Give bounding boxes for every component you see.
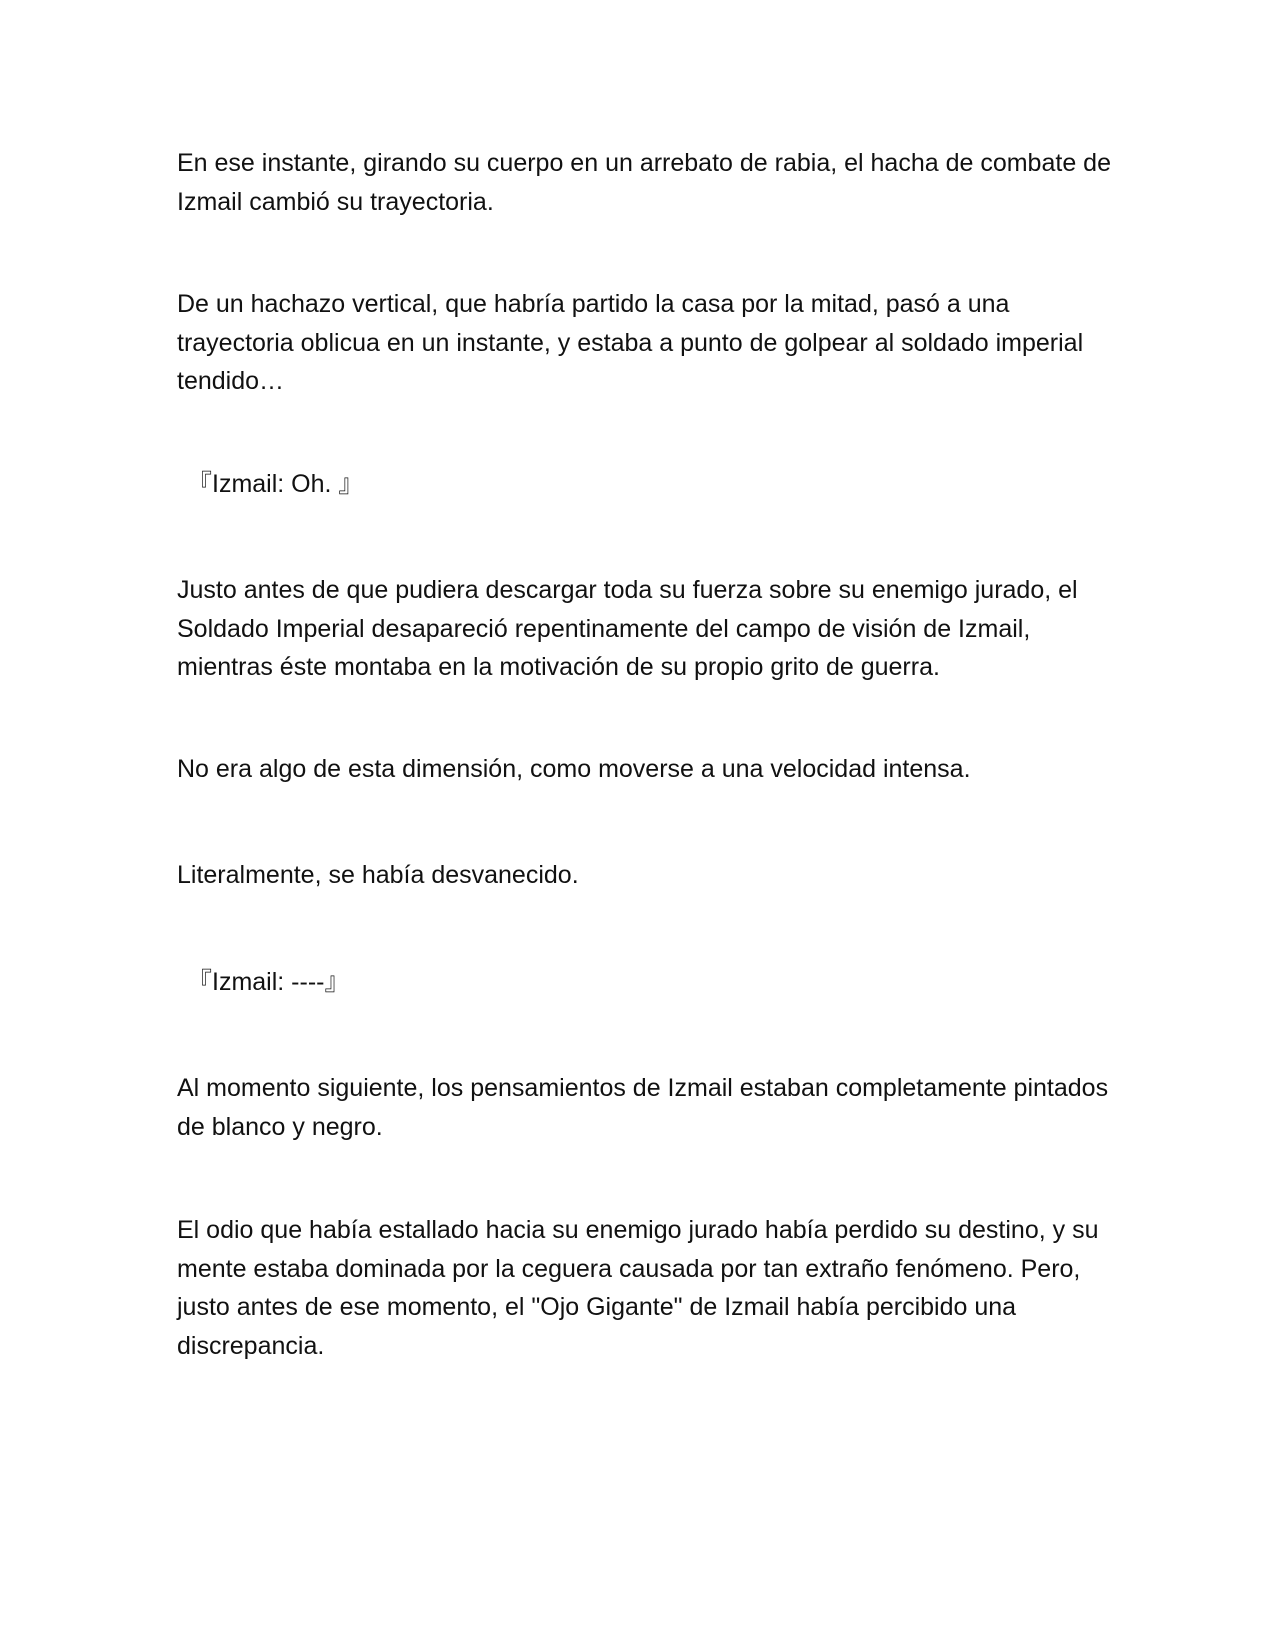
dialogue-line-2: 『Izmail: ----』: [187, 968, 350, 996]
paragraph-4: No era algo de esta dimensión, como moverse a una velocidad intensa.: [177, 755, 971, 783]
paragraph-2: De un hachazo vertical, que habría partido la casa por la mitad, pasó a una trayectoria oblicua en un instante, y estaba a punto de golpear al soldado imperial tendido…: [177, 290, 1084, 395]
paragraph-6: Al momento siguiente, los pensamientos de Izmail estaban completamente pintados de blanco y negro.: [177, 1074, 1109, 1141]
paragraph-3: Justo antes de que pudiera descargar toda su fuerza sobre su enemigo jurado, el Soldado Imperial desapareció repentinamente del campo de visión de Izmail, mientras éste montaba en la motivación de su propio grito de guerra.: [177, 576, 1078, 681]
paragraph-7: El odio que había estallado hacia su enemigo jurado había perdido su destino, y su mente estaba dominada por la ceguera causada por tan extraño fenómeno. Pero, justo antes de ese momento, el "Ojo Gigante" de Izmail había percibido una discrepancia.: [177, 1216, 1099, 1360]
dialogue-line-1: 『Izmail: Oh. 』: [187, 470, 364, 498]
paragraph-1: En ese instante, girando su cuerpo en un arrebato de rabia, el hacha de combate de Izmail cambió su trayectoria.: [177, 149, 1111, 216]
paragraph-5: Literalmente, se había desvanecido.: [177, 861, 579, 889]
